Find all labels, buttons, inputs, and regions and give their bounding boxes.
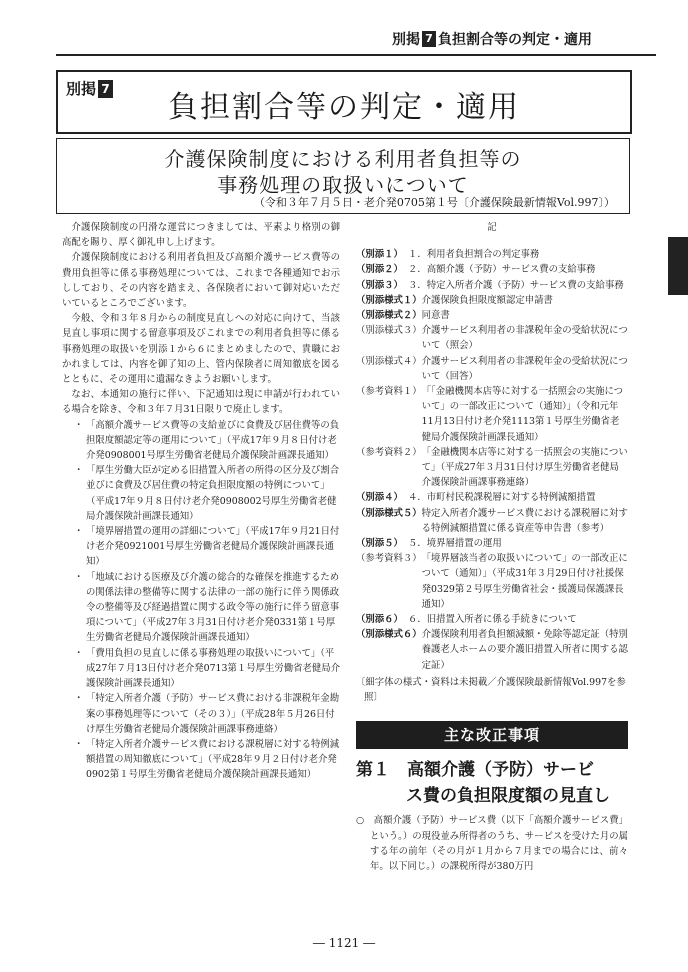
- attachment-text: 介護サービス利用者の非課税年金の受給状況について（照会）: [421, 325, 628, 352]
- paragraph: 介護保険制度における利用者負担及び高額介護サービス費等の費用負担等に係る事務処理については、これまで各種通知でお示ししており、その内容を踏まえ、各保険者において御対応いただいているところでございます。: [62, 252, 340, 310]
- list-item: [62, 524, 340, 570]
- bullet: ・: [74, 526, 84, 538]
- attachment-label: （別添２）: [356, 264, 403, 276]
- abolished-list: [62, 418, 340, 783]
- ki-heading: 記: [487, 222, 497, 233]
- list-item-text: 「特定入所者介護（予防）サービス費における非課税年金勘案の事務処理等について（その３）」（平成28年５月26日付け厚生労働省老健局介護保険計画課事務連絡）: [86, 693, 340, 735]
- attachment-label: （参考資料２）: [356, 446, 422, 458]
- attachment-item: [356, 612, 628, 627]
- bullet: ・: [74, 738, 84, 750]
- attachment-label: （別添４）: [356, 492, 403, 504]
- title-box: [56, 70, 632, 134]
- section-heading-line-1: 第１ 高額介護（予防）サービ: [356, 760, 594, 781]
- bullet: ・: [74, 693, 84, 705]
- attachment-text: ６．旧措置入所者に係る手続きについて: [408, 614, 577, 626]
- attachment-text: 介護サービス利用者の非課税年金の受給状況について（回答）: [421, 355, 628, 382]
- right-column: [356, 220, 628, 874]
- paragraph: 介護保険制度の円滑な運営につきましては、平素より格別の御高配を賜り、厚く御礼申し上げます。: [62, 222, 340, 249]
- attachment-label: （別添様式５）: [356, 507, 422, 519]
- subtitle-citation: （令和３年７月５日・老介発0705第１号〔介護保険最新情報Vol.997〕）: [253, 196, 615, 209]
- header-title: 負担割合等の判定・適用: [438, 32, 592, 48]
- attachment-text: 介護保険利用者負担額減額・免除等認定証（特別養護老人ホームの要介護旧措置入所者に関する認定証）: [421, 629, 628, 671]
- attachment-label: （参考資料１）: [356, 386, 422, 398]
- list-item-text: 「厚生労働大臣が定める旧措置入所者の所得の区分及び割合並びに食費及び居住費の特定負担限度額の特例について」（平成17年９月８日付け老介発0908002号厚生労働省老健局介護保険計画課長通知）: [86, 465, 340, 522]
- editorial-note: 〔細字体の様式・資料は未掲載／介護保険最新情報Vol.997を参照〕: [356, 676, 626, 704]
- attachment-text: 「「金融機関本店等に対する一括照会の実施について」の一部改正について（通知）」（令和元年11月13日付け老介発1113第１号厚生労働省老健局介護保険計画課長通知）: [421, 386, 624, 443]
- list-item: [62, 570, 340, 646]
- bullet: ・: [74, 647, 84, 659]
- list-item-text: 「地域における医療及び介護の総合的な確保を推進するための関係法律の整備等に関する法律の一部の施行に伴う関係政令の整備等及び経過措置に関する政令等の施行に伴う留意事項について」（平成27年３月31日付け老介発0331第１号厚生労働省老健局介護保険計画課長通知）: [86, 571, 340, 644]
- section-heading-line-2: ス費の負担限度額の見直し: [406, 786, 610, 807]
- paragraph: 今般、令和３年８月からの制度見直しへの対応に向けて、当該見直し事項に関する留意事項及びこれまでの利用者負担等に係る事務処理の取扱いを別添１から６にまとめましたので、貴職におかれましては、内容を御了知の上、管内保険者に周知徹底を図るとともに、その運用に遺漏なきようお願いします。: [62, 313, 340, 386]
- attachment-item: [356, 308, 628, 323]
- header-rule: [56, 54, 656, 56]
- attachment-item: [356, 506, 628, 536]
- list-item: [62, 737, 340, 783]
- attachment-label: （別添様式３）: [356, 325, 422, 337]
- attachment-item: [356, 384, 628, 445]
- attachment-text: ３．特定入所者介護（予防）サービス費の支給事務: [408, 279, 624, 291]
- subtitle-line-2: 事務処理の取扱いについて: [217, 173, 469, 197]
- attachment-item: [356, 536, 628, 551]
- attachment-label: （別添６）: [356, 614, 403, 626]
- attachment-item: [356, 445, 628, 491]
- list-item: [62, 463, 340, 524]
- page-title: 負担割合等の判定・適用: [168, 90, 520, 125]
- attachment-label: （別添１）: [356, 249, 403, 261]
- title-label-pre: 別掲: [66, 80, 97, 98]
- paragraph: なお、本通知の施行に伴い、下記通知は現に申請が行われている場合を除き、令和３年７月31日限りで廃止します。: [62, 389, 340, 416]
- bullet: ・: [74, 571, 84, 583]
- subtitle-box: [56, 138, 630, 214]
- attachment-text: ５．境界層措置の運用: [408, 538, 502, 550]
- list-item: [62, 646, 340, 692]
- list-item-text: 「特定入所者介護サービス費における課税層に対する特例減額措置の周知徹底について」（平成28年９月２日付け老介発0902第１号厚生労働省老健局介護保険計画課長通知）: [86, 738, 340, 781]
- list-item-text: 「高額介護サービス費等の支給並びに食費及び居住費等の負担限度額認定等の運用について」（平成17年９月８日付け老介発0908001号厚生労働省老健局介護保険計画課長通知）: [86, 419, 340, 462]
- section-heading: [356, 757, 628, 809]
- section-body: ○ 高額介護（予防）サービス費（以下「高額介護サービス費」という。）の現役並み所得者のうち、サービスを受けた月の属する年の前年（その月が１月から７月までの場合には、前々年。以下同じ。）の課税所得が380万円: [356, 815, 628, 872]
- attachment-item: [356, 627, 628, 673]
- attachment-item: [356, 293, 628, 308]
- attachment-text: １．利用者負担割合の判定事務: [408, 249, 540, 261]
- attachment-text: ２．高額介護（予防）サービス費の支給事務: [408, 264, 596, 276]
- attachment-label: （別添５）: [356, 538, 403, 550]
- thumb-index-tab: [668, 237, 688, 295]
- attachment-item: [356, 247, 628, 262]
- header-pre: 別掲: [392, 32, 420, 48]
- attachment-text: 同意書: [421, 310, 450, 322]
- list-item: [62, 691, 340, 737]
- running-header: [392, 28, 632, 50]
- attachment-item: [356, 262, 628, 277]
- attachment-text: ４．市町村民税課税層に対する特例減額措置: [408, 492, 596, 504]
- attachment-label: （別添様式１）: [356, 294, 422, 306]
- bullet: ・: [74, 419, 84, 431]
- attachment-text: 「金融機関本店等に対する一括照会の実施について」（平成27年３月31日付け厚生労働省老健局介護保険計画課事務連絡）: [421, 446, 628, 489]
- list-item-text: 「費用負担の見直しに係る事務処理の取扱いについて」（平成27年７月13日付け老介発0713第１号厚生労働省老健局介護保険計画課長通知）: [86, 647, 340, 690]
- attachment-label: （別添様式６）: [356, 629, 422, 641]
- subtitle-line-1: 介護保険制度における利用者負担等の: [164, 147, 522, 171]
- attachment-label: （参考資料３）: [356, 553, 422, 565]
- page-number: ― 1121 ―: [312, 936, 376, 950]
- bullet: ・: [74, 465, 84, 477]
- attachment-item: [356, 278, 628, 293]
- attachment-text: 介護保険負担限度額認定申請書: [421, 294, 553, 306]
- header-num-badge: 7: [422, 31, 436, 47]
- list-item-text: 「境界層措置の運用の詳細について」（平成17年９月21日付け老介発0921001号厚生労働省老健局介護保険計画課長通知）: [86, 526, 340, 568]
- attachment-text: 特定入所者介護サービス費における課税層に対する特例減額措置に係る資産等申告書（参考）: [421, 507, 628, 534]
- attachment-item: [356, 490, 628, 505]
- attachment-label: （別添様式４）: [356, 355, 422, 367]
- attachment-item: [356, 323, 628, 353]
- section-bar: 主な改正事項: [356, 721, 628, 749]
- attachment-item: [356, 354, 628, 384]
- attachment-label: （別添３）: [356, 279, 403, 291]
- attachment-text: 「境界層該当者の取扱いについて」の一部改正について（通知）」（平成31年３月29日付け社援保発0329第２号厚生労働省社会・援護局保護課長通知）: [421, 553, 628, 610]
- attachment-label: （別添様式２）: [356, 310, 422, 322]
- title-label-num: 7: [98, 80, 113, 98]
- list-item: [62, 418, 340, 464]
- attachment-item: [356, 551, 628, 612]
- left-column: [62, 220, 340, 783]
